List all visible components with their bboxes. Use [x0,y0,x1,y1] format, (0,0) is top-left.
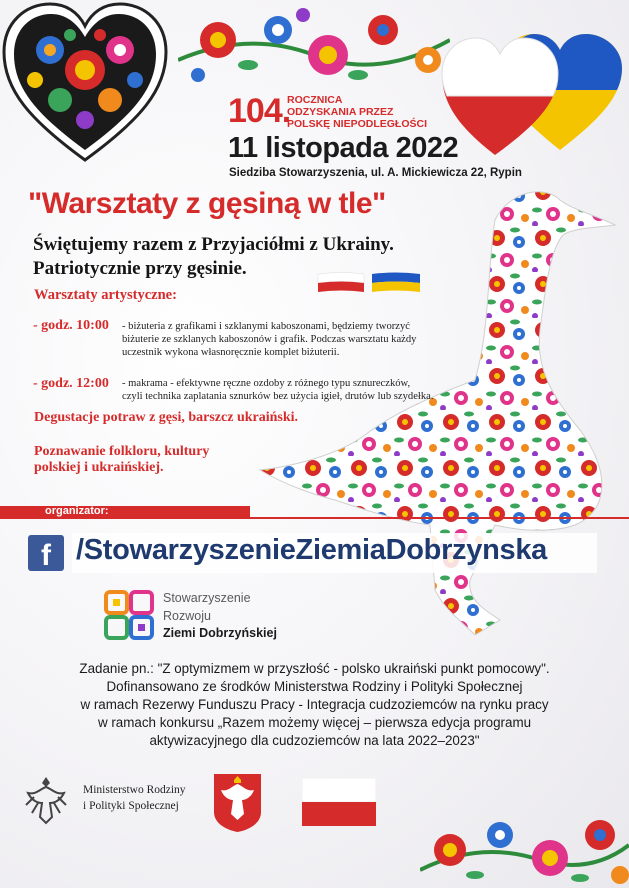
subtitle-line: Patriotycznie przy gęsinie. [33,258,247,279]
schedule-description-line: uczestnik wykona własnoręcznie komplet biżuterii. [122,347,340,358]
poland-ukraine-flags-icon [316,271,426,295]
anniversary-caption [287,94,457,130]
folklore-line: Poznawanie folkloru, kultury [34,444,210,459]
anniversary-number: 104. [228,92,291,130]
folklore-line: polskiej i ukraińskiej. [34,460,164,475]
section-label: Warsztaty artystyczne: [34,287,177,303]
schedule-time: - godz. 10:00 [33,318,109,333]
association-name-line: Ziemi Dobrzyńskiej [163,626,277,640]
facebook-handle-link[interactable]: /StowarzyszenieZiemiaDobrzynska [76,534,547,566]
anniversary-line: ROCZNICA [287,94,343,106]
schedule-description-line: biżuterie ze szklanych kaboszonów i grafik. Podczas warsztatu każdy [122,334,417,345]
folklore-note [34,444,264,476]
funding-line: w ramach Rezerwy Funduszu Pracy - Integracja cudzoziemców na rynku pracy [80,697,549,712]
facebook-icon-glyph: f [41,539,51,572]
workshop-title: "Warsztaty z gęsiną w tle" [28,187,386,220]
schedule-description-line: czyli technika zaplatania sznurków bez użycia igieł, drutów lub szydełka. [122,391,434,402]
association-logo-icon [104,590,154,640]
funding-line: w ramach konkursu „Razem możemy więcej – pierwsza edycja programu [97,715,532,730]
folk-heart-icon [0,0,170,165]
anniversary-line: POLSKĘ NIEPODLEGŁOŚCI [287,118,428,130]
organizer-divider [0,517,629,519]
schedule-description-line: - biżuteria z grafikami i szklanymi kaboszonami, będziemy tworzyć [122,321,410,332]
poland-ukraine-hearts-icon [440,10,629,160]
funding-line: Zadanie pn.: "Z optymizmem w przyszłość - polsko ukraiński punkt pomocowy". [79,661,550,676]
association-name-line: Rozwoju [163,609,211,623]
event-place: Siedziba Stowarzyszenia, ul. A. Mickiewicza 22, Rypin [229,167,522,179]
schedule-description-line: - makrama - efektywne ręczne ozdoby z różnego typu sznureczków, [122,378,411,389]
poland-emblem-icon [212,772,263,834]
folk-flowers-bottom-icon [420,790,629,888]
ministry-name-line: Ministerstwo Rodziny [83,784,186,796]
tasting-note: Degustacje potraw z gęsi, barszcz ukraiński. [34,410,299,425]
event-date: 11 listopada 2022 [228,132,459,164]
poland-flag-icon [302,778,376,826]
organizer-label: organizator: [45,505,109,517]
funding-statement [22,660,607,750]
funding-line: Dofinansowano ze środków Ministerstwa Rodziny i Polityki Społecznej [106,679,523,694]
schedule-description [122,377,467,403]
ministry-eagle-icon [22,773,70,828]
folk-flowers-icon [178,0,450,95]
anniversary-line: ODZYSKANIA PRZEZ [287,106,394,118]
schedule-time: - godz. 12:00 [33,376,109,391]
subtitle-line: Świętujemy razem z Przyjaciółmi z Ukrainy. [33,234,394,255]
funding-line: aktywizacyjnego dla cudzoziemców na lata 2022–2023" [149,733,480,748]
ministry-name-line: i Polityki Społecznej [83,800,179,812]
association-name-line: Stowarzyszenie [163,591,251,605]
schedule-description [122,320,462,359]
